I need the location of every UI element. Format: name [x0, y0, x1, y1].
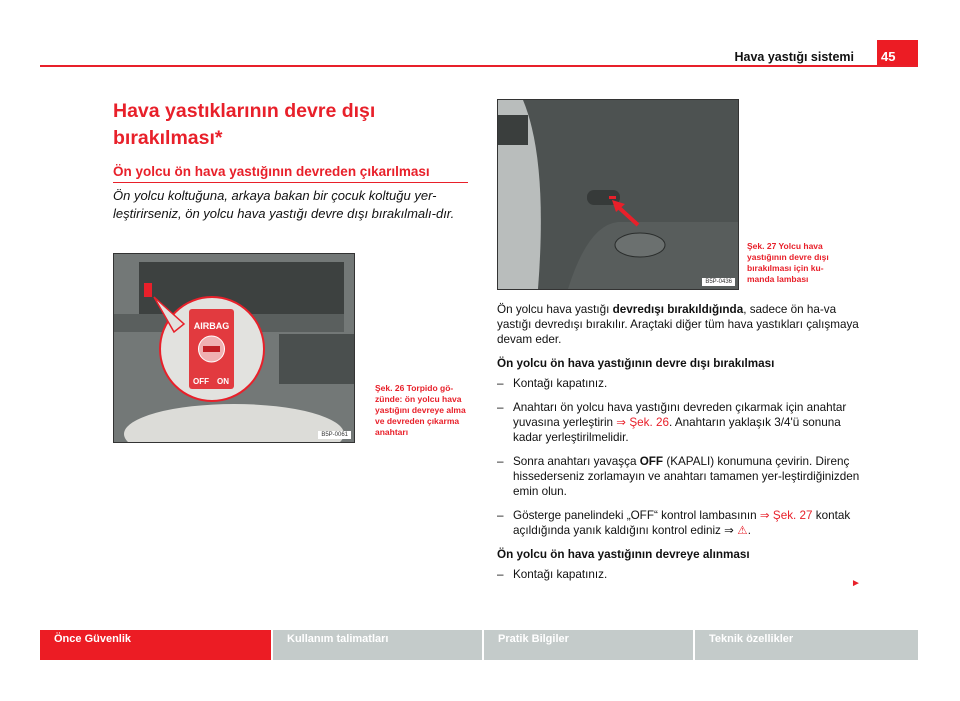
- text: Sonra anahtarı yavaşça: [513, 455, 640, 468]
- section-title: Hava yastığı sistemi: [734, 50, 854, 64]
- tab-technical-data[interactable]: Teknik özellikler: [695, 630, 918, 660]
- paragraph: [497, 302, 862, 347]
- text: Ön yolcu hava yastığı: [497, 303, 613, 316]
- page-title: Hava yastıklarının devre dışı bırakılması*: [113, 100, 376, 149]
- bold-text: devredışı bırakıldığında: [612, 303, 744, 316]
- warning-icon[interactable]: ⚠: [737, 524, 748, 537]
- figure-26-caption: Şek. 26 Torpido gö-zünde: ön yolcu hava yastığını devreye alma ve devreden çıkarma anahtarı: [375, 383, 466, 437]
- dash: –: [497, 377, 504, 390]
- figure-code: B5P-0436: [702, 278, 735, 286]
- heading-deactivate: Ön yolcu ön hava yastığının devre dışı bırakılması: [497, 357, 775, 370]
- dash: –: [497, 401, 504, 414]
- text: .: [747, 524, 751, 537]
- figure-airbag-switch: [113, 253, 355, 443]
- tab-practical-tips[interactable]: Pratik Bilgiler: [484, 630, 693, 660]
- figure-control-lamp: [497, 99, 739, 290]
- intro-text: Ön yolcu koltuğuna, arkaya bakan bir çocuk koltuğu yer-leştirirseniz, ön yolcu hava yastığı devre dışı bırakılmalı-dır.: [113, 188, 455, 221]
- figure-26-link[interactable]: ⇒ Şek. 26: [616, 416, 669, 429]
- airbag-label: AIRBAG: [193, 321, 230, 331]
- page-number: 45: [877, 40, 918, 67]
- continue-arrow-icon: ►: [851, 578, 861, 589]
- figure-code: B5P-0061: [318, 431, 351, 439]
- section-subtitle: Ön yolcu ön hava yastığının devreden çıkarılması: [113, 164, 468, 183]
- text: Gösterge panelindeki „OFF“ kontrol lambasının: [513, 509, 760, 522]
- dashboard-illustration: [498, 100, 738, 289]
- tab-safety[interactable]: Önce Güvenlik: [40, 630, 271, 660]
- text: , sadece ön ha-va yastığı devredışı bırakılır. Araçtaki diğer tüm hava yastıkları çalışmaya devam eder.: [497, 303, 859, 346]
- dash: –: [497, 455, 504, 468]
- off-label: OFF: [193, 377, 209, 386]
- tab-operating-instructions[interactable]: Kullanım talimatları: [273, 630, 482, 660]
- list-item: [497, 400, 862, 445]
- text: (KAPALI) konumuna çevirin. Direnç hissederseniz zorlamayın ve anahtarı tamamen yer-leştirdiğinizden emin olun.: [513, 455, 860, 498]
- text: Anahtarı ön yolcu hava yastığını devreden çıkarmak için anahtar yuvasına yerleştirin: [513, 401, 847, 429]
- list-item: [497, 567, 862, 582]
- dash: –: [497, 568, 504, 581]
- bold-text: OFF: [639, 455, 664, 468]
- list-item: [497, 376, 862, 391]
- text: Kontağı kapatınız.: [513, 568, 608, 581]
- glovebox-illustration: [114, 254, 354, 442]
- body-text: [497, 302, 862, 591]
- header-divider: [40, 65, 918, 67]
- heading-activate: Ön yolcu ön hava yastığının devreye alınması: [497, 548, 750, 561]
- text: . Anahtarın yaklaşık 3/4'ü sonuna kadar yerleştirilmelidir.: [513, 416, 841, 444]
- dash: –: [497, 509, 504, 522]
- footer-nav: [40, 630, 918, 660]
- text: kontak açıldığında yanık kaldığını kontrol ediniz ⇒: [513, 509, 851, 537]
- list-item: [497, 454, 862, 499]
- text: Kontağı kapatınız.: [513, 377, 608, 390]
- figure-27-link[interactable]: ⇒ Şek. 27: [759, 509, 813, 522]
- list-item: [497, 508, 862, 538]
- figure-27-caption: Şek. 27 Yolcu hava yastığının devre dışı bırakılması için ku-manda lambası: [747, 241, 829, 284]
- on-label: ON: [217, 377, 229, 386]
